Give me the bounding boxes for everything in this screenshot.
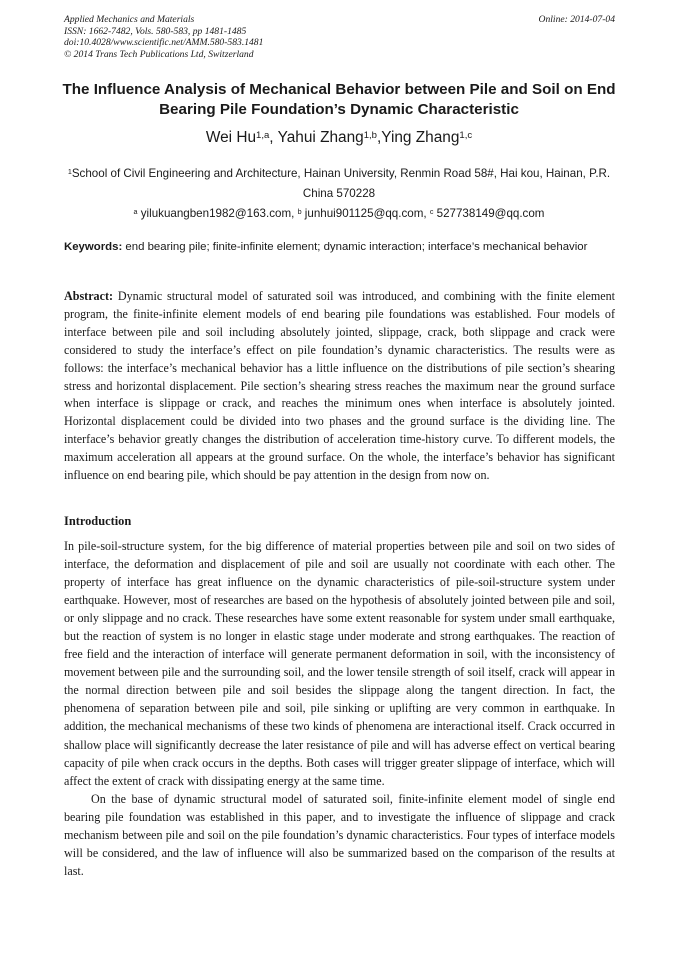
issn-line: ISSN: 1662-7482, Vols. 580-583, pp 1481-1485	[64, 25, 247, 37]
introduction-body	[64, 537, 615, 880]
doi-line: doi:10.4028/www.scientific.net/AMM.580-583.1481	[64, 37, 264, 49]
copyright-line: © 2014 Trans Tech Publications Ltd, Switzerland	[64, 48, 254, 60]
journal-name: Applied Mechanics and Materials	[64, 14, 195, 25]
author-name: Wei Hu	[205, 129, 257, 146]
abstract	[64, 288, 615, 485]
author-sup: 1,c	[459, 130, 473, 141]
affiliation	[66, 164, 612, 203]
intro-paragraph: In pile-soil-structure system, for the big difference of material properties between pile and soil on two sides of interface, the deformation and displacement of pile and soil are usually not coordinate with each other. The property of interface has great influence on the dynamic characteristics of pile-soil-structure system under earthquake. However, most of researches are based on the hypothesis of absolutely jointed between pile and soil, or only slippage and no crack. These researches have some extent reasonable for system under small earthquake, but the reaction of system is no longer in elastic stage under moderate and strong earthquakes. The reaction of free field and the interaction of interface will generate permanent deformation in soil, with the inconsistency of movement between pile and the surrounding soil, and the lower tensile strength of soil itself, crack will appear in the normal direction between pile and soil besides the slippage along the tangent direction. In fact, the phenomena of separation between pile and soil, pile sinking or uplifting are very common in earthquake. In addition, the mechanical mechanisms of these two kinds of phenomena are interactional itself. Crack occurred in shallow place will significantly decrease the later resistance of pile and will has adverse effect on vertical bearing capacity of pile when crack occurs in the depths. Both cases will trigger greater slippage of interface, which will affect the extent of crack with dissipating energy at the same time.	[64, 539, 615, 788]
email-sup: a	[133, 207, 138, 216]
author-list: Wei Hu$^{1,a}$, Yahui Zhang$^{1,b}$,Ying Zhang$^{1,c}$	[205, 129, 473, 146]
email-sup: c	[429, 207, 434, 216]
author-sup: 1,a	[256, 130, 270, 141]
email-link[interactable]: yilukuangben1982@163.com	[140, 207, 292, 220]
intro-paragraph: On the base of dynamic structural model of saturated soil, finite-infinite element model of single end bearing pile foundation was established in this paper, and to investigate the influence of slippage and crack mechanism between pile and soil on the pile foundation’s dynamic characteristics. Four types of interface models will be considered, and the law of influence will also be summarized based on the comparison of the results at last.	[64, 791, 615, 878]
abstract-text: Dynamic structural model of saturated soil was introduced, and combining with the finite element program, the finite-infinite element models of end bearing pile foundations was established. Four models of interface between pile and soil including absolutely jointed, slippage, crack, both slippage and crack were considered to study the interface’s effect on pile foundation’s dynamic characteristics. The results were as follows: the interface’s mechanical behavior has a little influence on the distributions of pile section’s shearing stress and horizontal displacement. Pile section’s shearing stress reaches the maximum near the ground surface when interface is slippage or crack, and reaches the minimum ones when interface is absolutely jointed. Horizontal displacement could be divided into two phases and the ground surface is the dividing line. The interface’s behavior greatly changes the distribution of acceleration time-history curve. To different models, the maximum acceleration all appears at the ground surface. On the whole, the interface’s behavior has significant influence on end bearing pile, which should be pay attention in the design from now on.	[64, 289, 615, 483]
author-name: Ying Zhang	[381, 129, 460, 146]
affiliation-text: School of Civil Engineering and Architecture, Hainan University, Renmin Road 58#, Hai kou, Hainan, P.R. China 570228	[71, 167, 611, 200]
affiliation-sup: 1	[67, 167, 72, 176]
journal-header	[64, 14, 615, 60]
section-heading-introduction: Introduction	[64, 514, 132, 528]
paper-title: The Influence Analysis of Mechanical Behavior between Pile and Soil on End Bearing Pile Foundation’s Dynamic Characteristic	[62, 81, 616, 118]
keywords-label: Keywords:	[64, 241, 123, 253]
email-link[interactable]: 527738149@qq.com	[436, 207, 545, 220]
online-date: Online: 2014-07-04	[538, 14, 615, 25]
email-link[interactable]: junhui901125@qq.com	[304, 207, 424, 220]
email-sup: b	[297, 207, 302, 216]
keywords-text: end bearing pile; finite-infinite element; dynamic interaction; interface’s mechanical behavior	[125, 241, 588, 253]
author-sup: 1,b	[363, 130, 377, 141]
author-name: Yahui Zhang	[277, 129, 364, 146]
email-list: $^a$ yilukuangben1982@163.com, $^b$ junhui901125@qq.com, $^c$ 527738149@qq.com	[133, 207, 545, 220]
abstract-label: Abstract:	[64, 289, 114, 303]
keywords	[64, 238, 615, 257]
